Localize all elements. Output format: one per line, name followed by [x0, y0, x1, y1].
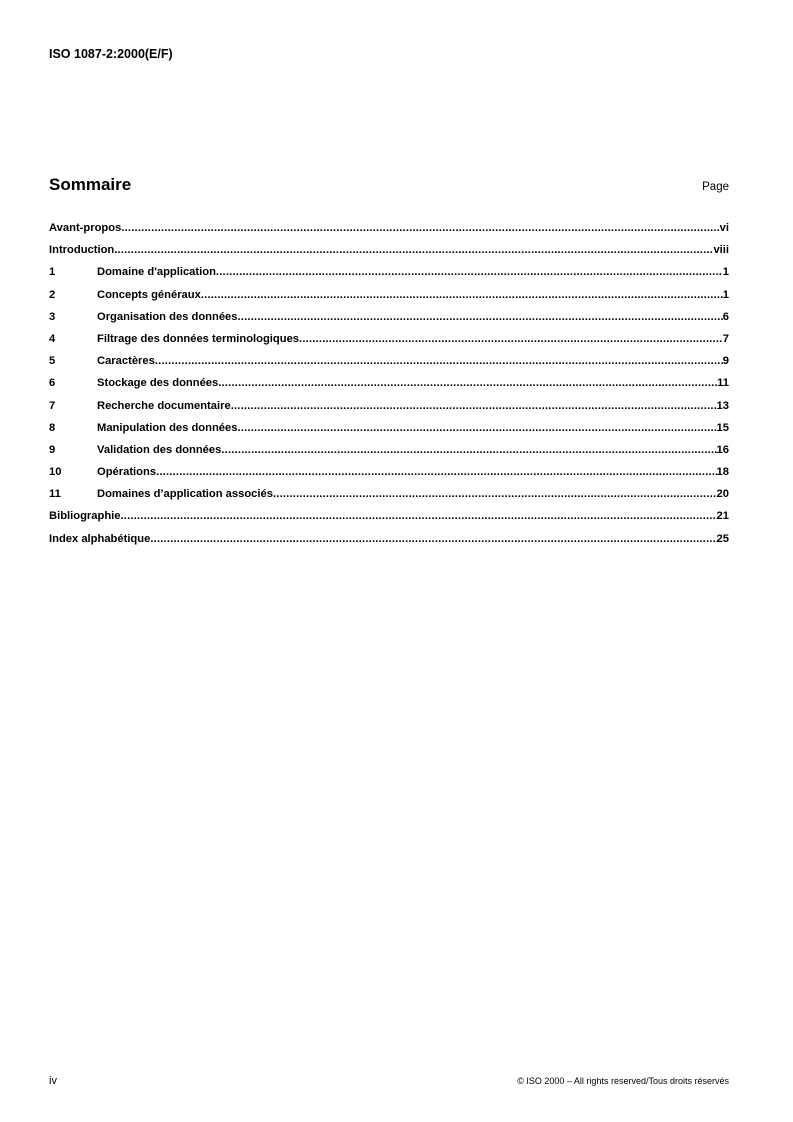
toc-entry-page: viii	[713, 244, 729, 257]
toc-entry-number: 9	[49, 443, 56, 456]
toc-dot-leader	[238, 311, 723, 323]
toc-entry-label: Caractères	[97, 355, 155, 368]
toc-entry-page: 1	[722, 288, 729, 301]
toc-entry-page: 20	[716, 488, 729, 501]
toc-entry[interactable]	[49, 333, 729, 355]
toc-entry-label: Introduction	[49, 244, 115, 257]
toc-entry[interactable]	[49, 444, 729, 466]
toc-entry[interactable]	[49, 244, 729, 266]
toc-entry[interactable]	[49, 466, 729, 488]
toc-entry-page: 7	[722, 332, 729, 345]
toc-dot-leader	[218, 377, 717, 389]
toc-dot-leader	[299, 333, 723, 345]
toc-entry-page: 6	[722, 310, 729, 323]
toc-dot-leader	[216, 266, 723, 278]
toc-entry[interactable]	[49, 266, 729, 288]
toc-dot-leader	[221, 444, 716, 456]
toc-dot-leader	[156, 466, 716, 478]
toc-entry-number: 6	[49, 377, 56, 390]
toc-dot-leader	[120, 510, 716, 522]
toc-entry-number: 7	[49, 399, 56, 412]
toc-entry-label: Stockage des données	[97, 377, 219, 390]
toc-entry[interactable]	[49, 400, 729, 422]
toc-entry-number: 3	[49, 310, 56, 323]
toc-dot-leader	[150, 533, 716, 545]
toc-entry-page: vi	[719, 222, 729, 234]
document-id: ISO 1087-2:2000(E/F)	[49, 47, 173, 61]
toc-entry-number: 10	[49, 466, 62, 479]
footer-page-number: iv	[49, 1075, 57, 1087]
toc-entry-page: 16	[716, 443, 729, 456]
toc-entry-label: Domaine d'application	[97, 266, 216, 279]
toc-entry-number: 1	[49, 266, 56, 279]
toc-dot-leader	[121, 222, 719, 234]
toc-entry-page: 13	[716, 399, 729, 412]
toc-dot-leader	[201, 289, 723, 301]
toc-entry-number: 8	[49, 421, 56, 434]
toc-entry-label: Validation des données	[97, 443, 222, 456]
toc-entry[interactable]	[49, 510, 729, 532]
toc-dot-leader	[237, 422, 716, 434]
footer-copyright: © ISO 2000 – All rights reserved/Tous droits réservés	[517, 1076, 729, 1086]
toc-dot-leader	[273, 488, 717, 500]
toc-entry-number: 2	[49, 288, 56, 301]
toc-entry-number: 5	[49, 355, 56, 368]
toc-entry-label: Bibliographie	[49, 510, 121, 523]
toc-entry-page: 21	[716, 510, 729, 523]
table-of-contents	[49, 222, 729, 555]
toc-entry[interactable]	[49, 422, 729, 444]
toc-entry-label: Concepts généraux	[97, 288, 201, 301]
toc-entry[interactable]	[49, 377, 729, 399]
toc-entry-label: Index alphabétique	[49, 532, 151, 545]
toc-entry-page: 25	[716, 532, 729, 545]
toc-entry-page: 9	[722, 355, 729, 368]
toc-entry-label: Opérations	[97, 466, 157, 479]
toc-entry-label: Organisation des données	[97, 310, 238, 323]
toc-entry-page: 15	[716, 421, 729, 434]
toc-entry[interactable]	[49, 289, 729, 311]
toc-entry-page: 1	[722, 266, 729, 279]
toc-entry[interactable]	[49, 311, 729, 333]
toc-entry-page: 11	[717, 377, 729, 390]
toc-entry-label: Avant-propos	[49, 222, 122, 234]
toc-entry[interactable]	[49, 488, 729, 510]
toc-entry-label: Manipulation des données	[97, 421, 238, 434]
toc-entry[interactable]	[49, 355, 729, 377]
toc-entry-number: 11	[49, 488, 61, 501]
toc-dot-leader	[231, 400, 717, 412]
page-column-label: Page	[702, 181, 729, 193]
toc-dot-leader	[114, 244, 713, 256]
toc-entry-label: Filtrage des données terminologiques	[97, 332, 300, 345]
toc-entry[interactable]	[49, 533, 729, 555]
toc-dot-leader	[155, 355, 723, 367]
toc-entry-label: Recherche documentaire	[97, 399, 231, 412]
toc-entry-label: Domaines d’application associés	[97, 488, 273, 501]
toc-entry[interactable]	[49, 222, 729, 244]
toc-entry-page: 18	[716, 466, 729, 479]
toc-title: Sommaire	[49, 175, 132, 194]
toc-entry-number: 4	[49, 332, 56, 345]
